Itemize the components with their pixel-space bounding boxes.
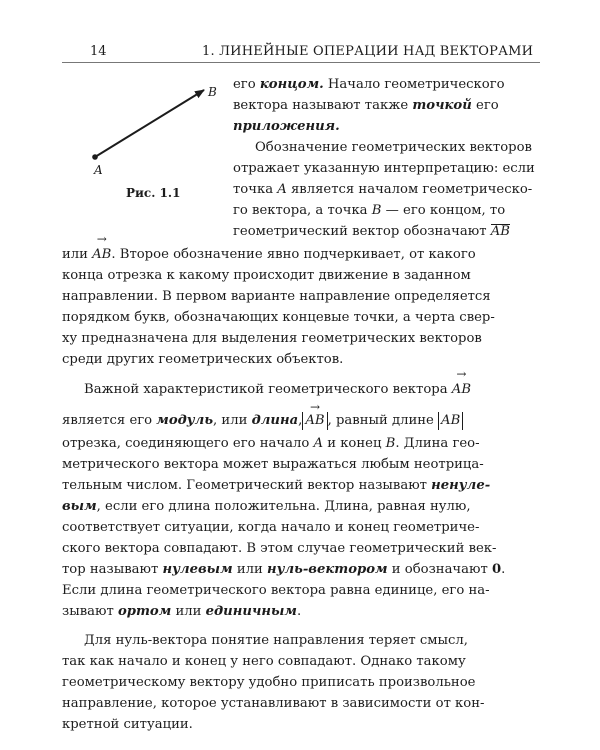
- term-zero-vector: нуль-вектором: [266, 562, 388, 577]
- text-span: — его концом, то: [381, 203, 506, 218]
- text-span: вектора называют также: [233, 98, 413, 113]
- text-span: порядком букв, обозначающих концевые точки, а черта свер-: [62, 310, 495, 325]
- arrow-vector: [305, 399, 325, 430]
- text-line: [62, 307, 495, 328]
- text-span: , равный длине: [327, 413, 439, 428]
- text-span: ,: [298, 413, 303, 428]
- term-point: точкой: [412, 98, 472, 113]
- text-line: [233, 221, 510, 242]
- text-line: [84, 367, 472, 400]
- figure-vector-ab: [84, 78, 234, 198]
- text-line: [62, 559, 505, 580]
- text-span: Важной характеристикой геометрического вектора: [84, 382, 452, 397]
- text-span: его: [233, 77, 260, 92]
- text-line: [84, 630, 468, 651]
- text-span: геометрическому вектору удобно приписать произвольное: [62, 675, 476, 690]
- text-span: его: [471, 98, 499, 113]
- text-line: [62, 601, 301, 622]
- text-line: [62, 286, 491, 307]
- vector-letters: AB: [451, 382, 472, 397]
- zero-vector-symbol: 0: [491, 562, 502, 577]
- running-header: [62, 44, 540, 60]
- text-span: Если длина геометрического вектора равна единице, его на-: [62, 583, 490, 598]
- term-length: длина: [251, 413, 299, 428]
- text-line: [62, 517, 479, 538]
- text-span: кретной ситуации.: [62, 717, 193, 732]
- text-span: .: [501, 562, 506, 577]
- text-line: [62, 672, 475, 693]
- text-line: [233, 158, 535, 179]
- text-span: ского вектора совпадают. В этом случае геометрический век-: [62, 541, 497, 556]
- text-span: или: [232, 562, 267, 577]
- arrow-vector: [451, 367, 472, 400]
- text-span: .: [296, 604, 302, 619]
- term-application: приложения.: [233, 119, 340, 134]
- vector-arrow-glyph: →: [456, 367, 467, 381]
- math-var: B: [385, 436, 396, 451]
- text-span: или: [171, 604, 206, 619]
- vector-letters: AB: [92, 247, 112, 262]
- text-span: тор называют: [62, 562, 163, 577]
- text-line: [62, 693, 485, 714]
- text-span: метрического вектора может выражаться любым неотрица-: [62, 457, 484, 472]
- header-rule: [62, 62, 540, 63]
- math-var: A: [277, 182, 287, 197]
- text-span: соответствует ситуации, когда начало и конец геометриче-: [62, 520, 480, 535]
- text-span: го вектора, а точка: [233, 203, 372, 218]
- vector-norm: [302, 399, 327, 430]
- text-line: [255, 137, 532, 158]
- figure-caption: Рис. 1.1: [126, 186, 181, 200]
- chapter-title: 1. ЛИНЕЙНЫЕ ОПЕРАЦИИ НАД ВЕКТОРАМИ: [202, 44, 534, 59]
- text-span: направлении. В первом варианте направление определяется: [62, 289, 491, 304]
- text-span: среди других геометрических объектов.: [62, 352, 344, 367]
- text-line: [62, 475, 490, 496]
- text-line: [62, 714, 193, 735]
- text-line: [233, 74, 505, 95]
- vector-origin-point: [92, 154, 98, 160]
- text-span: отражает указанную интерпретацию: если: [233, 161, 535, 176]
- term-zero: нулевым: [162, 562, 233, 577]
- segment-letters: AB: [441, 412, 461, 428]
- text-span: является началом геометрическо-: [286, 182, 533, 197]
- text-span: зывают: [62, 604, 118, 619]
- text-line: [62, 399, 463, 431]
- math-var: A: [313, 436, 324, 451]
- text-line: [62, 232, 476, 265]
- segment-length: [438, 412, 463, 430]
- term-end: концом.: [259, 77, 324, 92]
- text-line: [62, 454, 484, 475]
- point-label-b: B: [208, 85, 217, 99]
- term-unit: единичным: [205, 604, 297, 619]
- vector-arrow: [95, 90, 204, 157]
- vector-arrow-glyph: →: [309, 399, 321, 414]
- text-line: [62, 433, 480, 454]
- text-span: . Второе обозначение явно подчеркивает, от какого: [111, 247, 476, 262]
- text-span: , или: [213, 413, 252, 428]
- text-span: точка: [233, 182, 278, 197]
- vector-arrow-glyph: →: [96, 232, 107, 246]
- text-span: или: [62, 247, 93, 262]
- term-ort: ортом: [117, 604, 172, 619]
- text-span: тельным числом. Геометрический вектор называют: [62, 478, 432, 493]
- math-var: B: [371, 203, 382, 218]
- vector-letters: AB: [305, 412, 325, 428]
- text-span: Для нуль-вектора понятие направления теряет смысл,: [84, 633, 468, 648]
- text-span: отрезка, соединяющего его начало: [62, 436, 314, 451]
- term-nonzero-cont: вым: [62, 499, 97, 514]
- text-span: Начало геометрического: [323, 77, 505, 92]
- term-modulus: модуль: [156, 413, 214, 428]
- text-span: конца отрезка к какому происходит движение в заданном: [62, 268, 471, 283]
- page-number: 14: [90, 44, 107, 59]
- text-span: является его: [62, 413, 157, 428]
- overlined-vector: AB: [490, 224, 510, 239]
- text-span: Обозначение геометрических векторов: [255, 140, 532, 155]
- text-span: направление, которое устанавливают в зависимости от кон-: [62, 696, 485, 711]
- text-span: так как начало и конец у него совпадают. Однако такому: [62, 654, 466, 669]
- text-line: [62, 538, 497, 559]
- term-nonzero: ненуле-: [431, 478, 491, 493]
- text-line: [62, 651, 466, 672]
- vector-diagram: [84, 78, 234, 198]
- text-line: [62, 349, 343, 370]
- arrow-vector: [92, 232, 112, 265]
- text-line: [233, 116, 340, 137]
- text-line: [62, 328, 482, 349]
- point-label-a: A: [94, 163, 103, 177]
- text-span: . Длина гео-: [395, 436, 480, 451]
- text-span: , если его длина положительна. Длина, равная нулю,: [96, 499, 471, 514]
- text-line: [62, 496, 471, 517]
- text-span: ху предназначена для выделения геометрических векторов: [62, 331, 482, 346]
- text-span: геометрический вектор обозначают: [233, 224, 491, 239]
- text-span: и конец: [323, 436, 386, 451]
- text-line: [233, 200, 505, 221]
- text-line: [233, 95, 499, 116]
- text-line: [233, 179, 532, 200]
- text-line: [62, 265, 471, 286]
- text-line: [62, 580, 490, 601]
- text-span: и обозначают: [387, 562, 492, 577]
